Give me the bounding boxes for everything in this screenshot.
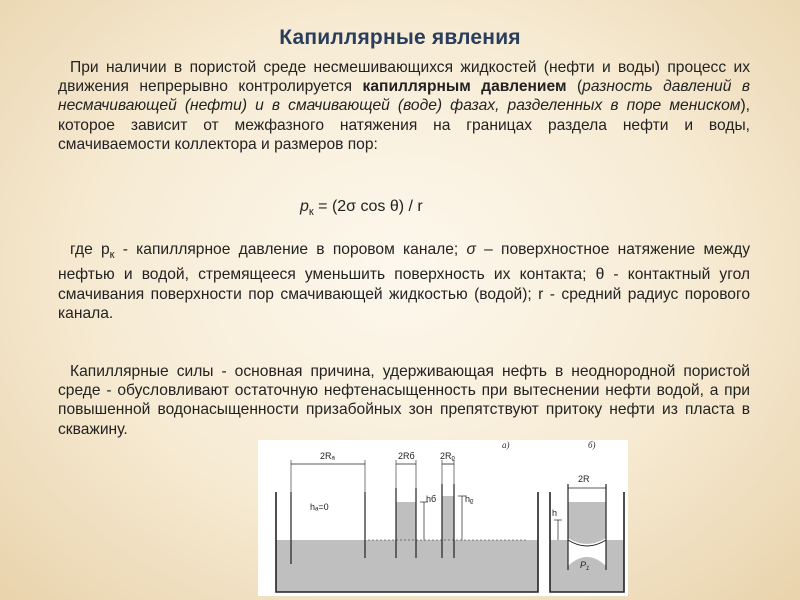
tube-c-air [442, 492, 454, 496]
tube-d-liquid [568, 502, 606, 540]
capillary-figure [258, 440, 628, 596]
capillary-pressure-formula [300, 198, 423, 218]
label-hb: hб [426, 494, 437, 504]
label-2Rb: 2Rб [398, 451, 415, 461]
caption-b: б) [588, 440, 596, 450]
intro-text-1: При наличии в пористой среде несмешивающихся жидкостей (нефти и воды) процесс их движения непрерывно контролируется [58, 59, 750, 96]
intro-text-2: ( [566, 78, 583, 96]
paragraph-capillary-forces: Капиллярные силы - основная причина, удерживающая нефть в неоднородной пористой среде - обусловливают остаточную нефтенасыщенность при вытеснении нефти водой, а при повышенной водонасыщенности призабойных зон препятствуют притоку нефти из пласта в скважину. [58, 363, 750, 438]
def-text-1: где р [70, 241, 110, 258]
def-text-3: – поверхностное натяжение между нефтью и водой, стремящееся уменьшить поверхность их контакта; θ - контактный угол смачивания поверхности пор смачивающей жидкостью (водой); r - средний радиус порового канала. [58, 241, 750, 322]
def-text-2: - капиллярное давление в поровом канале; [114, 241, 467, 258]
vessel-a [276, 440, 538, 592]
label-p-main: P [580, 560, 587, 570]
paragraph-definitions [58, 240, 750, 323]
tube-a-air [291, 492, 365, 540]
label-2Ra: 2Rₐ [320, 451, 335, 461]
capillary-diagram [258, 440, 628, 596]
vessel-b [550, 440, 624, 592]
intro-text-3: ), которое зависит от межфазного натяжения на границах раздела нефти и воды, смачиваемости коллектора и размеров пор: [58, 97, 750, 153]
formula-rest: = (2σ cos θ) / r [313, 198, 423, 215]
label-p-sub: 1 [586, 566, 590, 572]
caption-a: а) [502, 440, 510, 450]
paragraph-intro [58, 58, 750, 154]
label-2R: 2R [578, 474, 590, 484]
tube-b-liquid [396, 502, 416, 542]
def-sigma: σ [466, 241, 476, 258]
tube-c-liquid [442, 496, 454, 542]
label-h: h [552, 508, 558, 518]
vessel-a-liquid [276, 540, 538, 592]
slide-title: Капиллярные явления [279, 26, 521, 49]
label-ha: hₐ=0 [310, 502, 329, 512]
label-2Rc: 2Rᵨ [440, 451, 455, 461]
formula-subscript: к [308, 206, 314, 219]
label-hc: hᵨ [465, 494, 474, 504]
intro-italic-definition: разность давлений в несмачивающей (нефти) и в смачивающей (воде) фазах, разделенных в поре мениском [58, 78, 750, 115]
formula-p: p [300, 198, 309, 215]
def-subscript: к [109, 249, 115, 262]
tube-b-air [396, 492, 416, 502]
intro-bold-term: капиллярным давлением [362, 78, 567, 96]
